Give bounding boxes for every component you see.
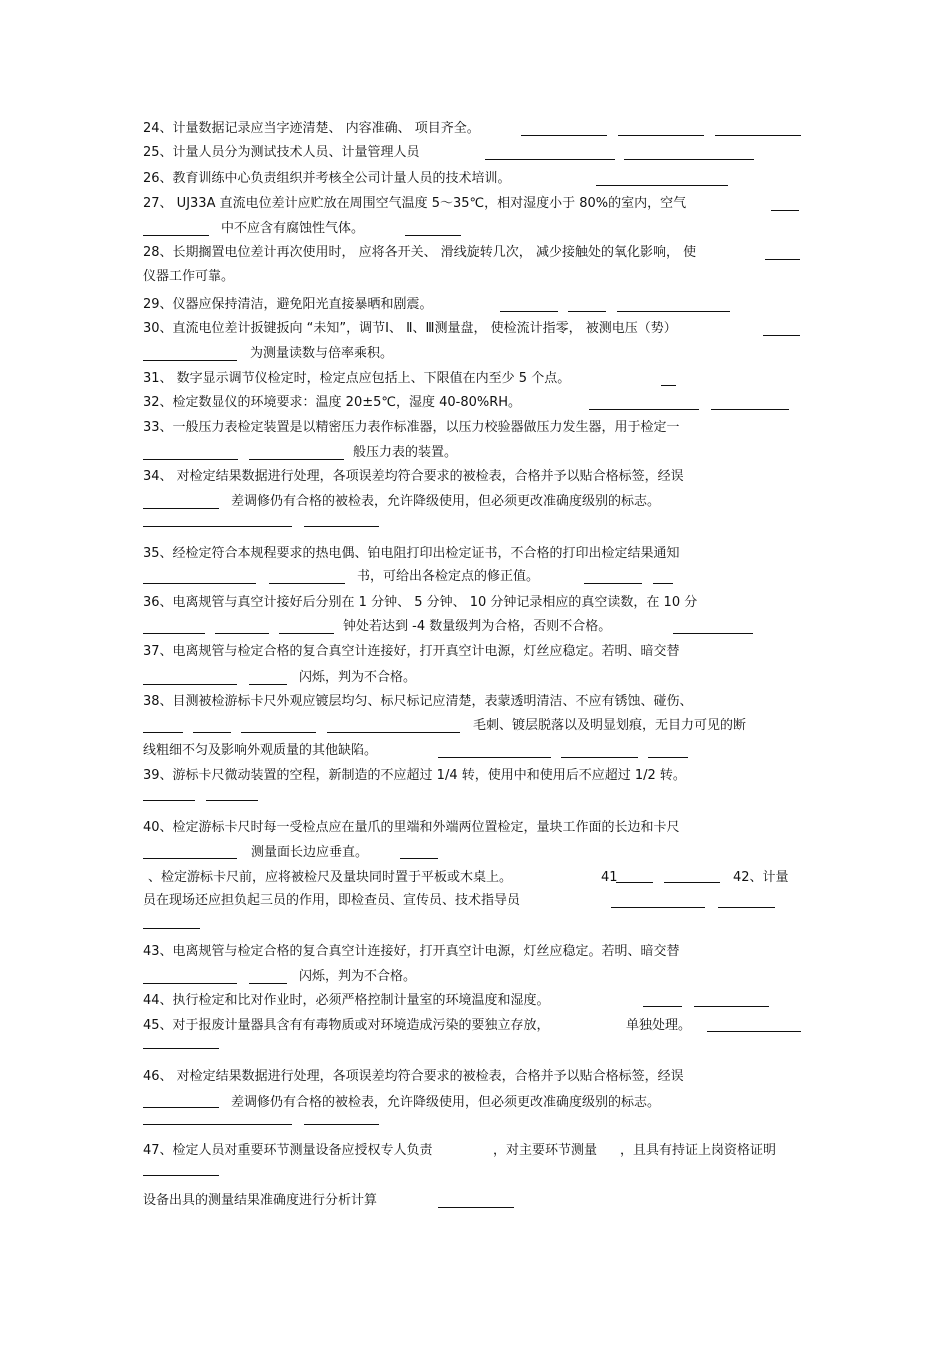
answer-blank <box>143 633 205 634</box>
answer-blank <box>143 583 256 584</box>
question-43-line2: 闪烁，判为不合格。 <box>299 969 417 984</box>
answer-blank <box>500 311 558 312</box>
question-47-end: ，且具有持证上岗资格证明 <box>620 1143 777 1158</box>
answer-blank <box>711 409 789 410</box>
answer-blank <box>596 185 728 186</box>
answer-blank <box>561 757 638 758</box>
answer-blank <box>765 259 800 260</box>
answer-blank <box>664 882 720 883</box>
answer-blank <box>143 526 292 527</box>
question-31: 31、 数字显示调节仪检定时，检定点应包括上、下限值在内至少 5 个点。 <box>143 371 571 386</box>
question-32: 32、检定数显仪的环境要求：温度 20±5℃，湿度 40-80%RH。 <box>143 395 522 410</box>
question-45: 45、对于报废计量器具含有有毒物质或对环境造成污染的要独立存放， <box>143 1018 550 1033</box>
question-36-line1: 36、电离规管与真空计接好后分别在 1 分钟、 5 分钟、 10 分钟记录相应的真空读数，在 10 分 <box>143 595 698 610</box>
question-37-line1: 37、电离规管与检定合格的复合真空计连接好，打开真空计电源，灯丝应稳定。若明、暗交替 <box>143 644 680 659</box>
question-43-line1: 43、电离规管与检定合格的复合真空计连接好，打开真空计电源，灯丝应稳定。若明、暗交替 <box>143 944 680 959</box>
question-27-line1: 27、 UJ33A 直流电位差计应贮放在周围空气温度 5～35℃，相对湿度小于 80%的室内，空气 <box>143 196 687 211</box>
answer-blank <box>143 684 237 685</box>
answer-blank <box>653 583 673 584</box>
answer-blank <box>143 1175 219 1176</box>
question-44: 44、执行检定和比对作业时，必须严格控制计量室的环境温度和湿度。 <box>143 993 550 1008</box>
answer-blank <box>771 210 799 211</box>
answer-blank <box>611 907 705 908</box>
question-47-line1: 47、检定人员对重要环节测量设备应授权专人负责 <box>143 1143 433 1158</box>
answer-blank <box>715 135 801 136</box>
answer-blank <box>143 732 183 733</box>
question-46-line2: 差调修仍有合格的被检表，允许降级使用，但必须更改准确度级别的标志。 <box>231 1095 661 1110</box>
question-42-number: 42、计量 <box>733 870 789 885</box>
answer-blank <box>143 1124 292 1125</box>
answer-blank <box>763 335 800 336</box>
question-40-line1: 40、检定游标卡尺时每一受检点应在量爪的里端和外端两位置检定，量块工作面的长边和卡尺 <box>143 820 680 835</box>
answer-blank <box>694 1006 769 1007</box>
question-41-number: 41 <box>601 870 618 885</box>
answer-blank <box>143 459 238 460</box>
answer-blank <box>438 757 551 758</box>
question-41: 、检定游标卡尺前，应将被检尺及量块同时置于平板或木桌上。 <box>148 870 513 885</box>
answer-blank <box>618 135 704 136</box>
answer-blank <box>624 159 754 160</box>
question-30-line1: 30、直流电位差计扳键扳向 “未知”，调节Ⅰ、 Ⅱ、Ⅲ测量盘， 使检流计指零， 被测电压（势） <box>143 321 677 336</box>
answer-blank <box>143 360 237 361</box>
question-33-line1: 33、一般压力表检定装置是以精密压力表作标准器，以压力校验器做压力发生器，用于检定一 <box>143 420 680 435</box>
answer-blank <box>249 983 287 984</box>
answer-blank <box>249 684 287 685</box>
question-30-line2: 为测量读数与倍率乘积。 <box>250 346 394 361</box>
question-40-line2: 测量面长边应垂直。 <box>251 845 369 860</box>
answer-blank <box>707 1031 801 1032</box>
answer-blank <box>617 311 730 312</box>
question-28-line2: 仪器工作可靠。 <box>143 269 235 284</box>
answer-blank <box>193 732 231 733</box>
answer-blank <box>215 633 269 634</box>
question-29: 29、仪器应保持清洁，避免阳光直接暴晒和剧震。 <box>143 297 433 312</box>
answer-blank <box>206 800 258 801</box>
question-39: 39、游标卡尺微动装置的空程，新制造的不应超过 1/4 转，使用中和使用后不应超过 1/2 转。 <box>143 768 686 783</box>
answer-blank <box>661 385 676 386</box>
question-24: 24、计量数据记录应当字迹清楚、 内容准确、 项目齐全。 <box>143 121 480 136</box>
answer-blank <box>327 732 460 733</box>
question-35-line2: 书，可给出各检定点的修正值。 <box>357 569 540 584</box>
answer-blank <box>279 633 334 634</box>
question-33-line2: 般压力表的装置。 <box>353 445 458 460</box>
question-27-line2: 中不应含有腐蚀性气体。 <box>221 221 365 236</box>
answer-blank <box>616 882 653 883</box>
question-26: 26、教育训练中心负责组织并考核全公司计量人员的技术培训。 <box>143 171 511 186</box>
answer-blank <box>438 1207 514 1208</box>
answer-blank <box>249 459 344 460</box>
answer-blank <box>143 928 200 929</box>
answer-blank <box>485 159 615 160</box>
answer-blank <box>643 1006 682 1007</box>
answer-blank <box>648 757 688 758</box>
question-35-line1: 35、经检定符合本规程要求的热电偶、铂电阻打印出检定证书，不合格的打印出检定结果通知 <box>143 546 680 561</box>
answer-blank <box>143 800 195 801</box>
question-38-line1: 38、目测被检游标卡尺外观应镀层均匀、标尺标记应清楚，表蒙透明清洁、不应有锈蚀、碰伤、 <box>143 694 693 709</box>
answer-blank <box>143 858 237 859</box>
question-46-line1: 46、 对检定结果数据进行处理，各项误差均符合要求的被检表，合格并予以贴合格标签，经误 <box>143 1069 684 1084</box>
answer-blank <box>143 1107 219 1108</box>
answer-blank <box>673 633 753 634</box>
question-38-line3: 线粗细不匀及影响外观质量的其他缺陷。 <box>143 743 378 758</box>
question-45-end: 单独处理。 <box>626 1018 692 1033</box>
answer-blank <box>304 526 379 527</box>
answer-blank <box>269 583 345 584</box>
answer-blank <box>143 983 237 984</box>
question-42: 员在现场还应担负起三员的作用，即检查员、宣传员、技术指导员 <box>143 893 521 908</box>
question-37-line2: 闪烁，判为不合格。 <box>299 670 417 685</box>
answer-blank <box>304 1124 379 1125</box>
answer-blank <box>241 732 316 733</box>
answer-blank <box>400 858 438 859</box>
question-47-line2: 设备出具的测量结果准确度进行分析计算 <box>143 1193 378 1208</box>
answer-blank <box>143 508 219 509</box>
question-36-line2: 钟处若达到 -4 数量级判为合格，否则不合格。 <box>343 619 612 634</box>
answer-blank <box>589 409 699 410</box>
question-38-line2: 毛刺、镀层脱落以及明显划痕，无目力可见的断 <box>473 718 747 733</box>
question-47-mid: ，对主要环节测量 <box>493 1143 598 1158</box>
question-28-line1: 28、长期搁置电位差计再次使用时， 应将各开关、 滑线旋转几次， 减少接触处的氧化影响， 使 <box>143 245 697 260</box>
answer-blank <box>143 235 209 236</box>
answer-blank <box>568 311 606 312</box>
answer-blank <box>521 135 607 136</box>
question-34-line1: 34、 对检定结果数据进行处理，各项误差均符合要求的被检表，合格并予以贴合格标签，经误 <box>143 469 684 484</box>
answer-blank <box>584 583 642 584</box>
answer-blank <box>405 235 461 236</box>
answer-blank <box>143 1048 219 1049</box>
question-34-line2: 差调修仍有合格的被检表，允许降级使用，但必须更改准确度级别的标志。 <box>231 494 661 509</box>
question-25: 25、计量人员分为测试技术人员、计量管理人员 <box>143 145 420 160</box>
answer-blank <box>718 907 775 908</box>
